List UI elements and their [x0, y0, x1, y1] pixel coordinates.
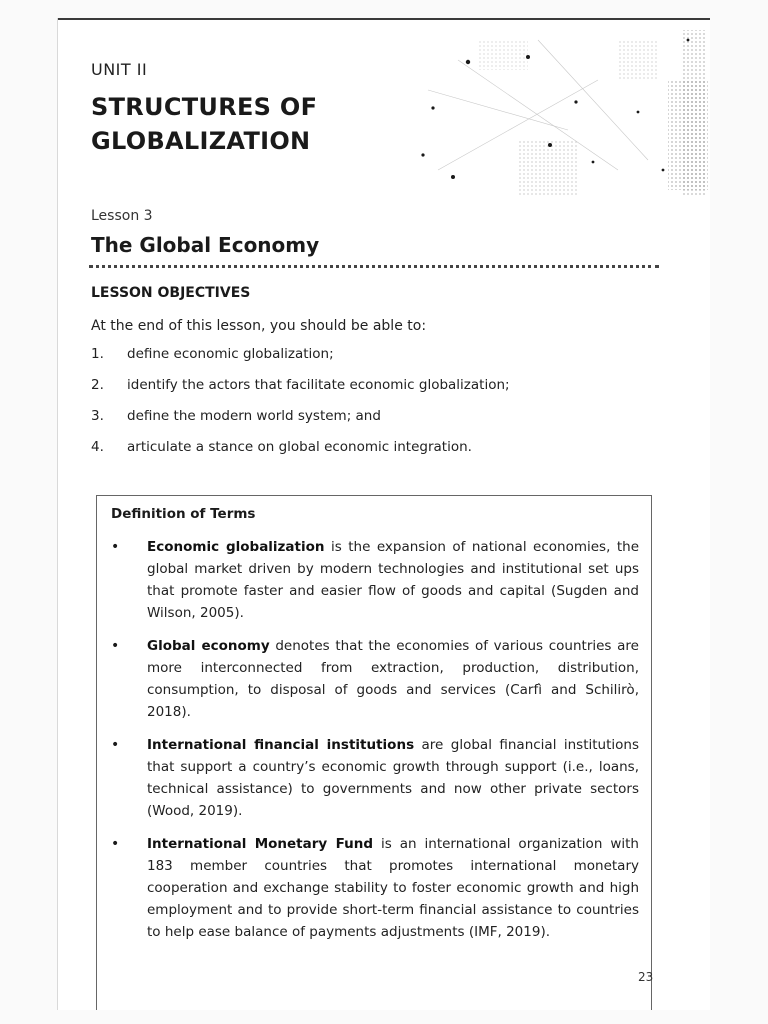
objective-item — [91, 377, 651, 408]
definition-of-terms-box — [96, 495, 652, 1010]
definition-text — [147, 833, 639, 943]
definition-term: International financial institutions — [147, 737, 415, 753]
definition-item — [109, 734, 639, 822]
objective-item — [91, 439, 651, 470]
definitions-list — [109, 536, 639, 954]
bullet-icon: • — [111, 836, 120, 852]
objective-item — [91, 346, 651, 377]
objective-item — [91, 408, 651, 439]
definition-body: is an international organization with 183 member countries that promotes international monetary cooperation and exchange stability to foster economic growth and high employment and to provide short-term financial assistance to countries to help ease balance of payments adjustments (IMF, 2019). — [147, 836, 639, 940]
world-map-dots-decoration — [418, 20, 710, 210]
bullet-icon: • — [111, 539, 120, 555]
objective-text: define economic globalization; — [127, 346, 334, 362]
bullet-icon: • — [111, 737, 120, 753]
definition-text — [147, 635, 639, 723]
objective-text: identify the actors that facilitate economic globalization; — [127, 377, 510, 393]
objective-number: 3. — [91, 408, 104, 424]
definition-item — [109, 536, 639, 624]
page-number: 23 — [638, 970, 654, 984]
unit-label: UNIT II — [91, 60, 148, 79]
objectives-list — [91, 346, 651, 470]
objective-number: 4. — [91, 439, 104, 455]
book-page — [58, 18, 710, 1010]
definition-body: are global financial institutions that support a country’s economic growth through support (i.e., loans, technical assistance) to governments and now other private sectors (Wood, 2019). — [147, 737, 639, 819]
definition-text — [147, 536, 639, 624]
dotted-divider — [89, 265, 659, 268]
lesson-title: The Global Economy — [91, 233, 320, 257]
definition-item — [109, 833, 639, 943]
definition-item — [109, 635, 639, 723]
definition-term: Global economy — [147, 638, 270, 654]
objectives-intro: At the end of this lesson, you should be able to: — [91, 318, 427, 334]
definition-term: International Monetary Fund — [147, 836, 374, 852]
bullet-icon: • — [111, 638, 120, 654]
objective-number: 2. — [91, 377, 104, 393]
definition-body: is the expansion of national economies, the global market driven by modern technologies and institutional set ups that promote faster and easier flow of goods and capital (Sugden and Wilson, 2005). — [147, 539, 640, 621]
lesson-number: Lesson 3 — [91, 208, 153, 224]
definition-body: denotes that the economies of various countries are more interconnected from extraction, production, distribution, consumption, to disposal of goods and services (Carfì and Schilirò, 2018). — [147, 638, 639, 720]
unit-title-line-2: GLOBALIZATION — [91, 127, 311, 155]
objective-text: articulate a stance on global economic integration. — [127, 439, 472, 455]
objective-text: define the modern world system; and — [127, 408, 381, 424]
objective-number: 1. — [91, 346, 104, 362]
unit-title-line-1: STRUCTURES OF — [91, 93, 318, 121]
definition-text — [147, 734, 639, 822]
objectives-heading: LESSON OBJECTIVES — [91, 285, 251, 301]
unit-title — [91, 90, 317, 158]
definition-term: Economic globalization — [147, 539, 325, 555]
definitions-heading: Definition of Terms — [111, 506, 256, 522]
